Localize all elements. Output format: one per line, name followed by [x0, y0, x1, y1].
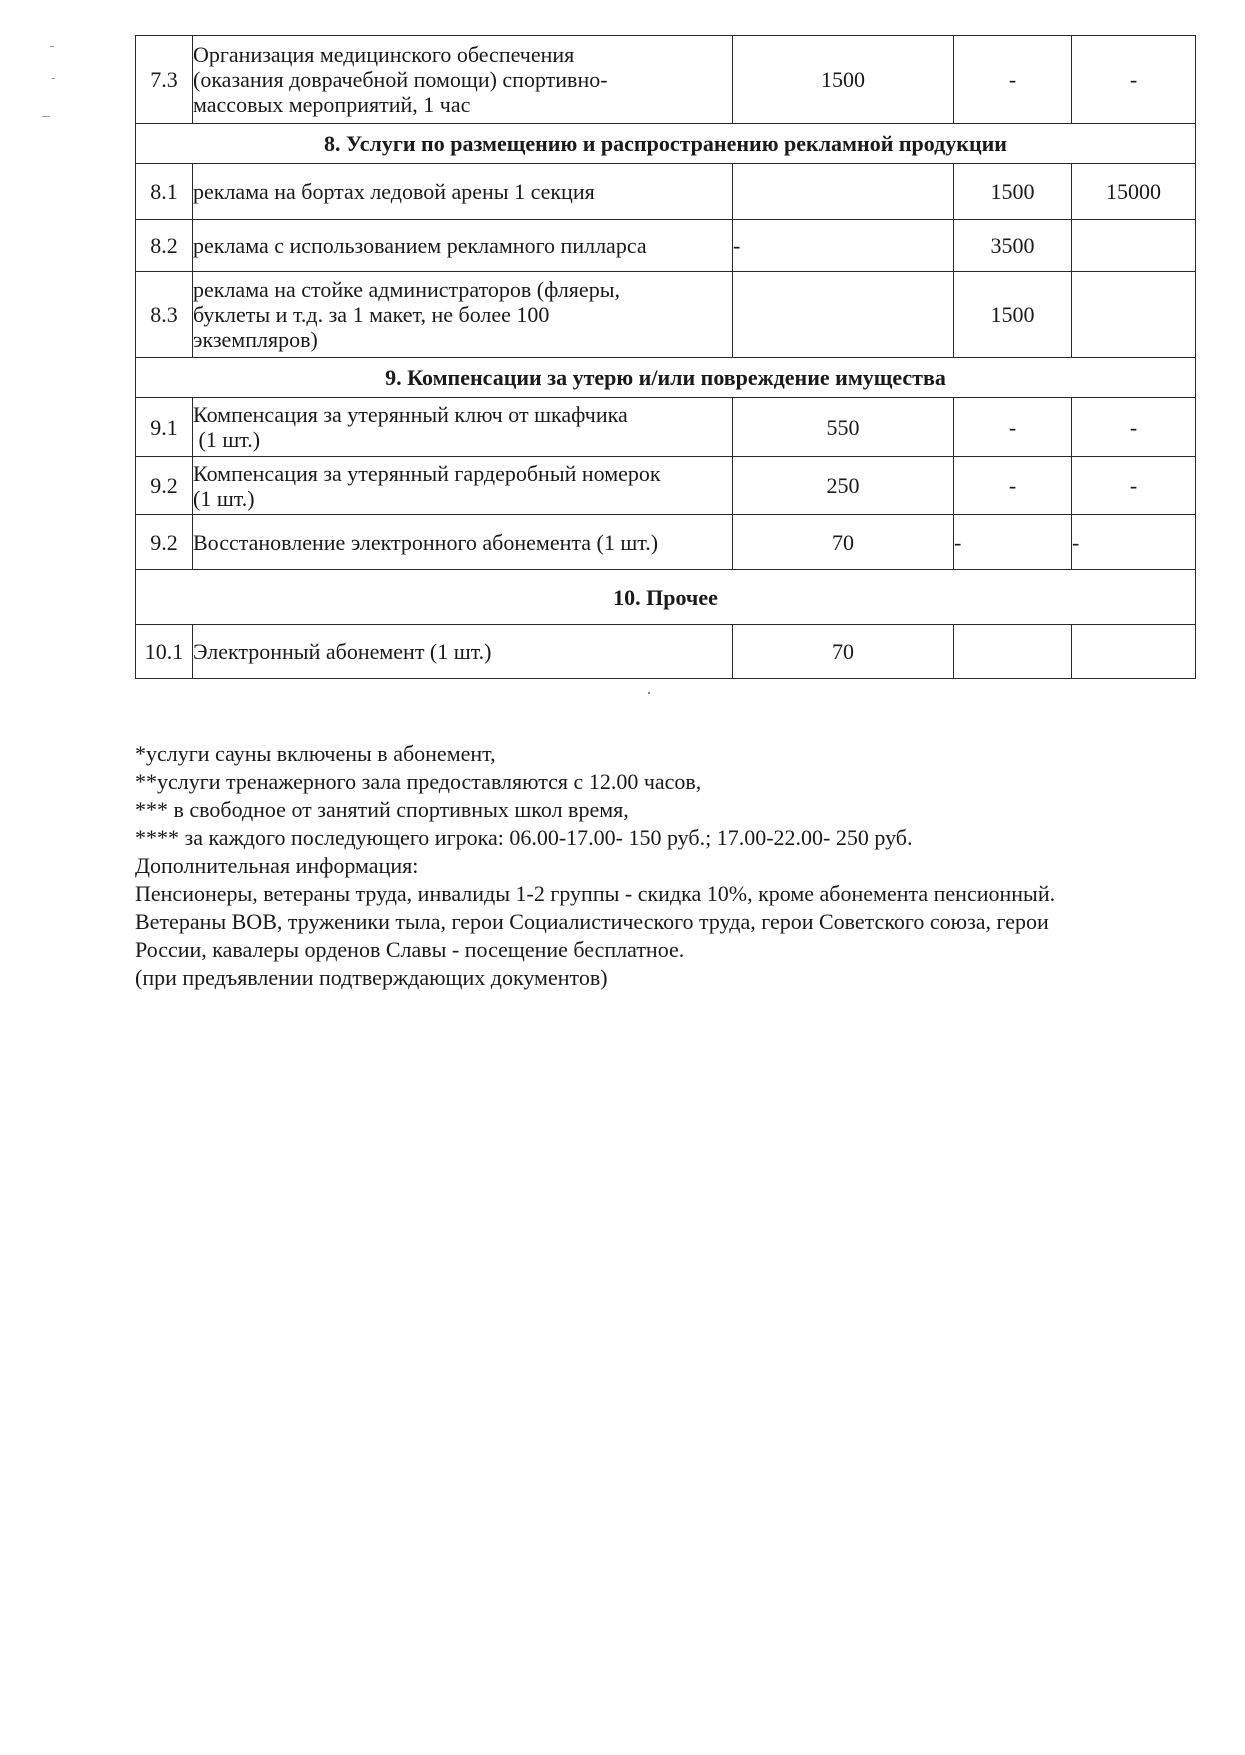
price-cell: 3500 [954, 220, 1072, 272]
price-cell: 250 [733, 457, 954, 515]
service-name: Компенсация за утерянный ключ от шкафчика (1 шт.) [193, 398, 733, 457]
footnotes [135, 740, 1205, 992]
price-cell: - [954, 515, 1072, 570]
section-title: 10. Прочее [136, 570, 1196, 625]
scan-dot [648, 692, 650, 694]
price-cell: 550 [733, 398, 954, 457]
row-number: 9.2 [136, 457, 193, 515]
price-cell: 1500 [733, 36, 954, 124]
service-name: Компенсация за утерянный гардеробный номерок (1 шт.) [193, 457, 733, 515]
price-cell: 70 [733, 625, 954, 679]
price-cell: 70 [733, 515, 954, 570]
row-number: 8.1 [136, 164, 193, 220]
info-heading: Дополнительная информация: [135, 853, 419, 878]
price-cell: - [1072, 457, 1196, 515]
service-name: Электронный абонемент (1 шт.) [193, 625, 733, 679]
table-row [136, 272, 1196, 358]
table-row [136, 398, 1196, 457]
price-cell [1072, 272, 1196, 358]
section-row [136, 124, 1196, 164]
row-number: 10.1 [136, 625, 193, 679]
info-line: (при предъявлении подтверждающих документов) [135, 965, 608, 990]
row-number: 9.1 [136, 398, 193, 457]
row-number: 8.2 [136, 220, 193, 272]
price-cell [1072, 625, 1196, 679]
table-row [136, 625, 1196, 679]
service-name: Восстановление электронного абонемента (1 шт.) [193, 515, 733, 570]
row-number: 7.3 [136, 36, 193, 124]
footnote-line: *услуги сауны включены в абонемент, [135, 741, 496, 766]
table-row [136, 164, 1196, 220]
price-cell: - [1072, 515, 1196, 570]
price-cell: 1500 [954, 164, 1072, 220]
scan-artifacts [38, 40, 68, 130]
row-number: 9.2 [136, 515, 193, 570]
footnote-line: **услуги тренажерного зала предоставляются с 12.00 часов, [135, 769, 702, 794]
table-row [136, 515, 1196, 570]
price-cell: - [1072, 36, 1196, 124]
section-row [136, 570, 1196, 625]
info-line: Ветераны ВОВ, труженики тыла, герои Социалистического труда, герои Советского союза, герои [135, 909, 1049, 934]
info-line: Пенсионеры, ветераны труда, инвалиды 1-2 группы - скидка 10%, кроме абонемента пенсионный. [135, 881, 1056, 906]
price-cell: - [954, 457, 1072, 515]
service-name: Организация медицинского обеспечения (оказания доврачебной помощи) спортивно- массовых мероприятий, 1 час [193, 36, 733, 124]
table-row [136, 457, 1196, 515]
footnote-line: *** в свободное от занятий спортивных школ время, [135, 797, 629, 822]
service-name: реклама на стойке администраторов (фляеры, буклеты и т.д. за 1 макет, не более 100 экземпляров) [193, 272, 733, 358]
price-cell [733, 272, 954, 358]
footnote-line: **** за каждого последующего игрока: 06.00-17.00- 150 руб.; 17.00-22.00- 250 руб. [135, 825, 913, 850]
price-cell: - [954, 398, 1072, 457]
price-cell [954, 625, 1072, 679]
service-name: реклама на бортах ледовой арены 1 секция [193, 164, 733, 220]
price-cell: 1500 [954, 272, 1072, 358]
price-table [135, 35, 1196, 679]
section-title: 9. Компенсации за утерю и/или повреждение имущества [136, 358, 1196, 398]
section-title: 8. Услуги по размещению и распространению рекламной продукции [136, 124, 1196, 164]
price-cell [1072, 220, 1196, 272]
table-row [136, 220, 1196, 272]
price-cell [733, 164, 954, 220]
table-row [136, 36, 1196, 124]
info-line: России, кавалеры орденов Славы - посещение бесплатное. [135, 937, 685, 962]
section-row [136, 358, 1196, 398]
price-cell: - [1072, 398, 1196, 457]
price-cell: - [954, 36, 1072, 124]
price-cell: - [733, 220, 954, 272]
price-cell: 15000 [1072, 164, 1196, 220]
row-number: 8.3 [136, 272, 193, 358]
service-name: реклама с использованием рекламного пилларса [193, 220, 733, 272]
